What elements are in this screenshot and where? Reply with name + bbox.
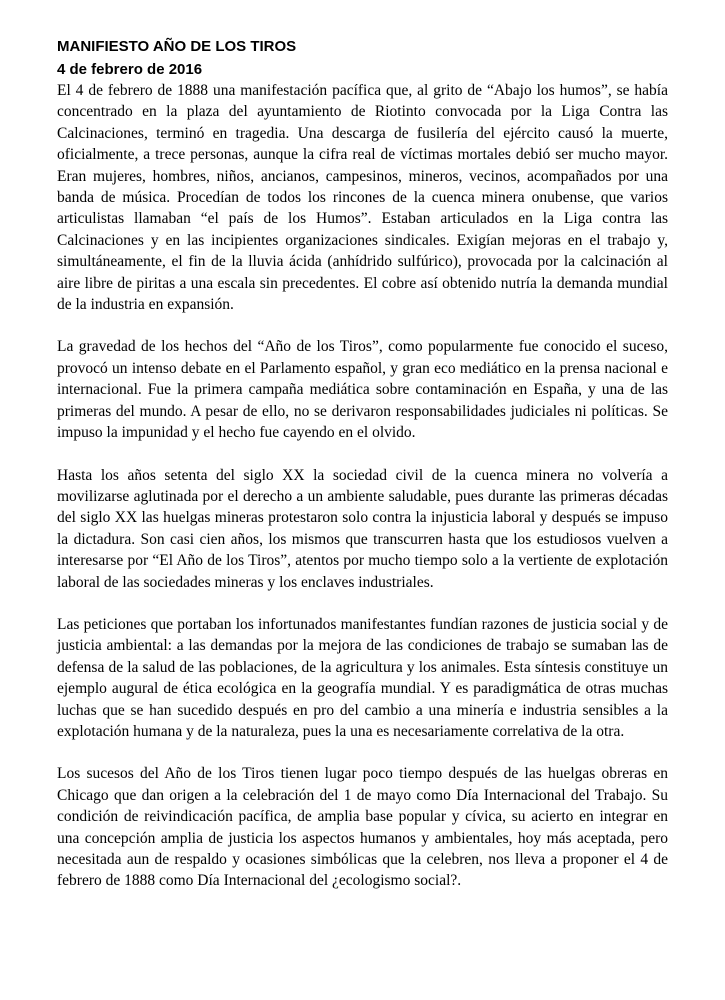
paragraph: La gravedad de los hechos del “Año de los Tiros”, como popularmente fue conocido el suceso, provocó un intenso debate en el Parlamento español, y gran eco mediático en la prensa nacional e internacional. Fue la primera campaña mediática sobre contaminación en España, y una de las primeras del mundo. A pesar de ello, no se derivaron responsabilidades judiciales ni políticas. Se impuso la impunidad y el hecho fue cayendo en el olvido. [57,338,668,442]
paragraph: El 4 de febrero de 1888 una manifestación pacífica que, al grito de “Abajo los humos”, se había concentrado en la plaza del ayuntamiento de Riotinto convocada por la Liga Contra las Calcinaciones, terminó en tragedia. Una descarga de fusilería del ejército causó la muerte, oficialmente, a trece personas, aunque la cifra real de víctimas mortales debió ser mucho mayor. Eran mujeres, hombres, niños, ancianos, campesinos, mineros, vecinos, acompañados por una banda de música. Procedían de todos los rincones de la cuenca minera onubense, que varios articulistas llamaban “el país de los Humos”. Estaban articulados en la Liga contra las Calcinaciones y en las incipientes organizaciones sindicales. Exigían mejoras en el trabajo y, simultáneamente, el fin de la lluvia ácida (anhídrido sulfúrico), provocada por la calcinación al aire libre de piritas a una escala sin precedentes. El cobre así obtenido nutría la demanda mundial de la industria en expansión. [57,82,668,314]
document-title: MANIFIESTO AÑO DE LOS TIROS [57,38,297,55]
document-date: 4 de febrero de 2016 [57,61,203,78]
paragraph: Los sucesos del Año de los Tiros tienen lugar poco tiempo después de las huelgas obreras en Chicago que dan origen a la celebración del 1 de mayo como Día Internacional del Trabajo. Su condición de reivindicación pacífica, de amplia base popular y cívica, su acierto en integrar en una concepción amplia de justicia los aspectos humanos y ambientales, hoy más aceptada, pero necesitada aun de respaldo y ocasiones simbólicas que la celebren, nos lleva a proponer el 4 de febrero de 1888 como Día Internacional del ¿ecologismo social?. [57,765,668,890]
paragraph: Las peticiones que portaban los infortunados manifestantes fundían razones de justicia social y de justicia ambiental: a las demandas por la mejora de las condiciones de trabajo se sumaban las de defensa de la salud de las poblaciones, de la agricultura y los animales. Esta síntesis constituye un ejemplo augural de ética ecológica en la geografía mundial. Y es paradigmática de otras muchas luchas que se han sucedido después en pro del cambio a una minería e industria sensibles a la explotación humana y de la naturaleza, pues la una es necesariamente correlativa de la otra. [57,615,668,740]
document-body [57,80,668,892]
paragraph: Hasta los años setenta del siglo XX la sociedad civil de la cuenca minera no volvería a movilizarse aglutinada por el derecho a un ambiente saludable, pues durante las primeras décadas del siglo XX las huelgas mineras protestaron solo contra la injusticia laboral y después se impuso la dictadura. Son casi cien años, los mismos que transcurren hasta que los estudiosos vuelven a interesarse por “El Año de los Tiros”, atentos por mucho tiempo solo a la vertiente de explotación laboral de las sociedades mineras y los enclaves industriales. [57,466,668,591]
